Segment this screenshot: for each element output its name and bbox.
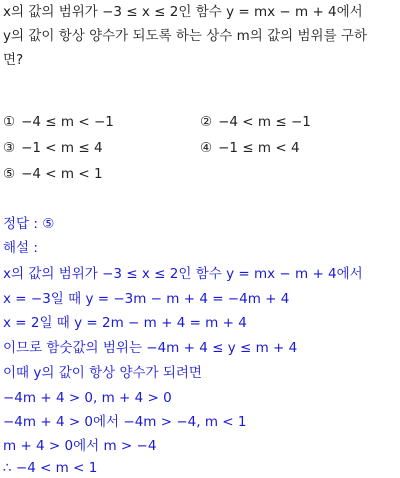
choice-number: ① (3, 114, 16, 130)
explanation-label: 해설 : (3, 240, 38, 256)
choice-text: −1 ≤ m < 4 (218, 140, 300, 156)
explanation-step: x = −3일 때 y = −3m − m + 4 = −4m + 4 (3, 291, 290, 307)
choice-number: ② (200, 114, 213, 130)
choice-3[interactable] (3, 138, 103, 158)
question-line-2: y의 값이 항상 양수가 되도록 하는 상수 m의 값의 범위를 구하 (3, 28, 367, 44)
choice-number: ③ (3, 140, 16, 156)
choice-5[interactable] (3, 164, 103, 184)
explanation-step: m + 4 > 0에서 m > −4 (3, 438, 157, 454)
choice-text: −4 < m ≤ −1 (218, 114, 311, 130)
question-line-1: x의 값의 범위가 −3 ≤ x ≤ 2인 함수 y = mx − m + 4에서 (3, 4, 363, 20)
explanation-step: −4m + 4 > 0, m + 4 > 0 (3, 390, 172, 406)
explanation-step: x의 값의 범위가 −3 ≤ x ≤ 2인 함수 y = mx − m + 4에서 (3, 266, 363, 282)
explanation-step: 이때 y의 값이 항상 양수가 되려면 (3, 365, 202, 381)
explanation-step: 이므로 함숫값의 범위는 −4m + 4 ≤ y ≤ m + 4 (3, 340, 298, 356)
choice-2[interactable] (200, 112, 311, 132)
choice-4[interactable] (200, 138, 300, 158)
explanation-conclusion: ∴ −4 < m < 1 (3, 460, 98, 476)
answer-label: 정답 : ⑤ (3, 216, 55, 232)
choice-text: −4 ≤ m < −1 (21, 114, 114, 130)
choice-text: −4 < m < 1 (21, 166, 103, 182)
choice-number: ⑤ (3, 166, 16, 182)
explanation-step: −4m + 4 > 0에서 −4m > −4, m < 1 (3, 414, 247, 430)
choice-text: −1 < m ≤ 4 (21, 140, 103, 156)
choice-1[interactable] (3, 112, 114, 132)
explanation-step: x = 2일 때 y = 2m − m + 4 = m + 4 (3, 315, 247, 331)
question-line-3: 면? (3, 52, 24, 68)
choice-number: ④ (200, 140, 213, 156)
